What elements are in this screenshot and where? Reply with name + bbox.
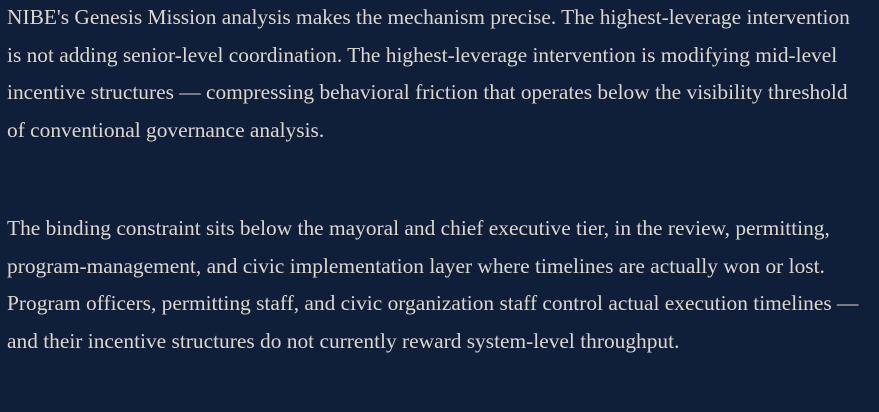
paragraph-binding-constraint: The binding constraint sits below the mayoral and chief executive tier, in the review, permitting, program-management, and civic implementation layer where timelines are actually won or lost. Program officers, permitting staff, and civic organization staff control actual execution timelines — and their incentive structures do not currently reward system-level throughput. (7, 216, 859, 353)
paragraph-genesis-mission-analysis: NIBE's Genesis Mission analysis makes the mechanism precise. The highest-leverage intervention is not adding senior-level coordination. The highest-leverage intervention is modifying mid-level incentive structures — compressing behavioral friction that operates below the visibility threshold of conventional governance analysis. (7, 5, 850, 142)
